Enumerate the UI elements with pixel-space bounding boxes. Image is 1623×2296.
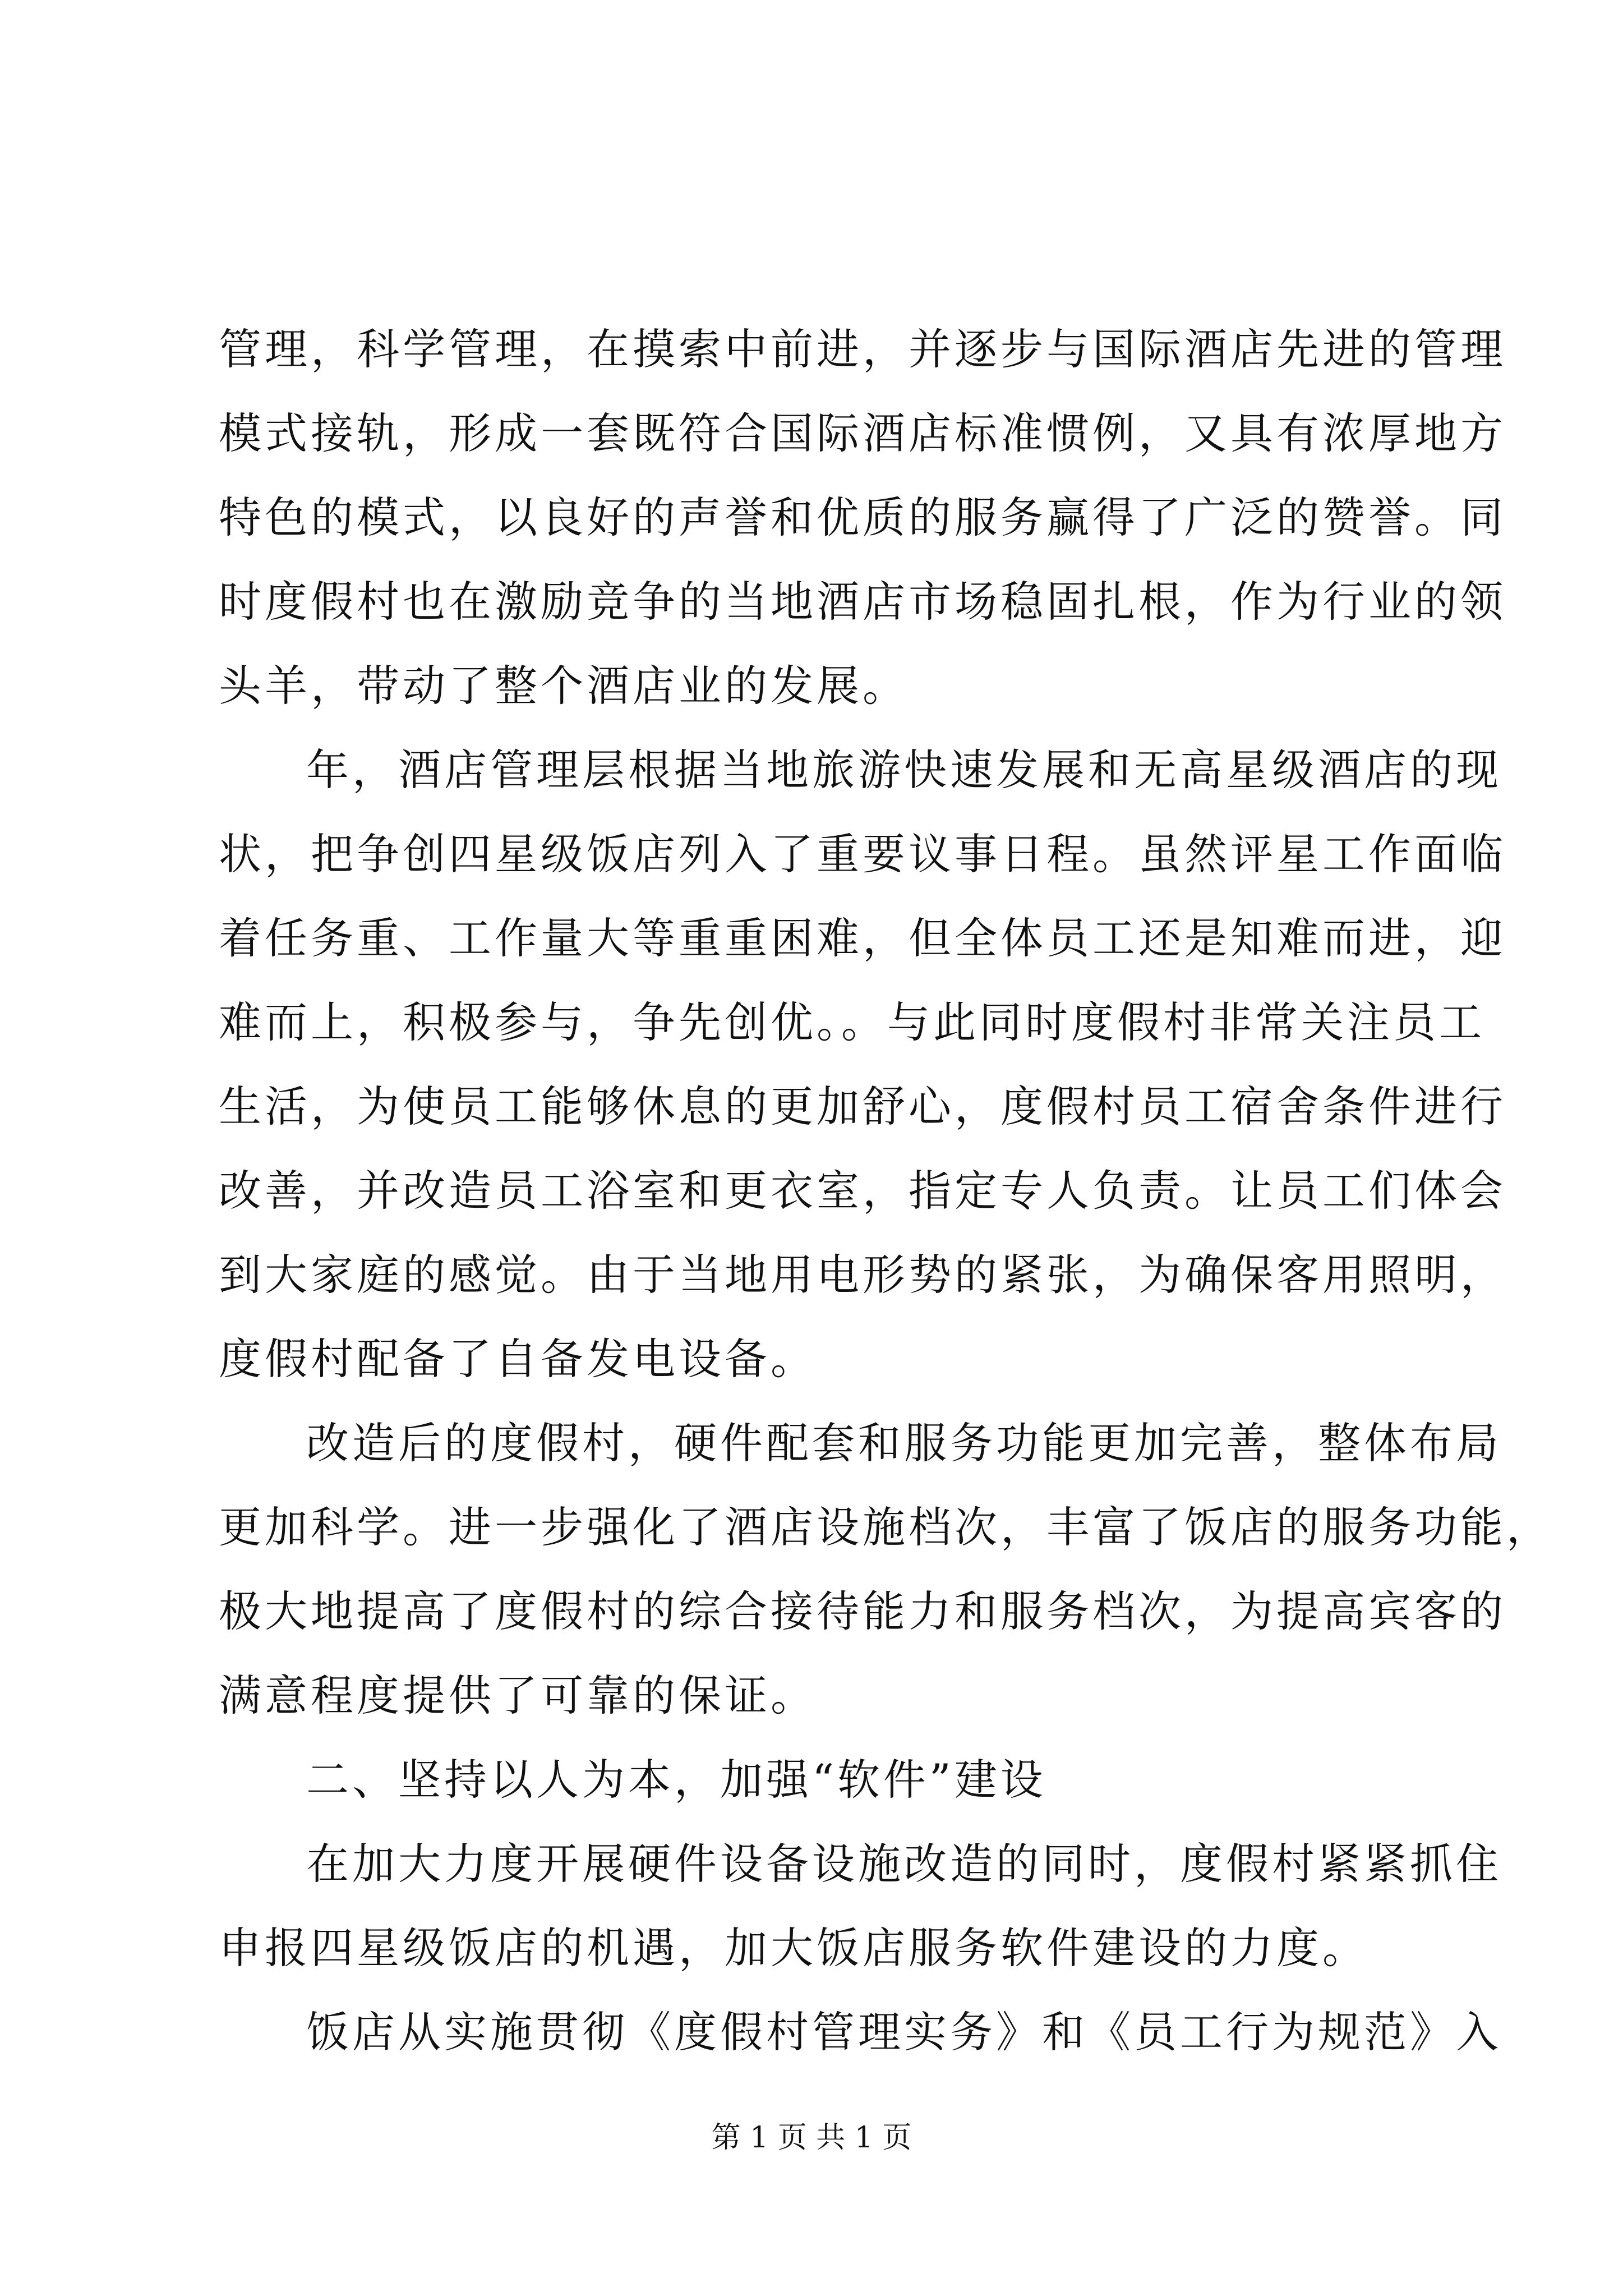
document-body: [219, 307, 1552, 2074]
text-line: 改造后的度假村，硬件配套和服务功能更加完善，整体布局: [306, 1418, 1502, 1468]
text-line: 状，把争创四星级饭店列入了重要议事日程。虽然评星工作面临: [219, 829, 1506, 879]
text-line: 着任务重、工作量大等重重困难，但全体员工还是知难而进，迎: [219, 913, 1506, 963]
text-line: 极大地提高了度假村的综合接待能力和服务档次，为提高宾客的: [219, 1586, 1506, 1636]
page-footer: 第 1 页 共 1 页: [711, 2121, 912, 2155]
text-line: 满意程度提供了可靠的保证。: [219, 1671, 817, 1720]
text-line: 年，酒店管理层根据当地旅游快速发展和无高星级酒店的现: [306, 745, 1502, 795]
text-line: 特色的模式，以良好的声誉和优质的服务赢得了广泛的赞誉。同: [219, 493, 1506, 542]
text-line: 改善，并改造员工浴室和更衣室，指定专人负责。让员工们体会: [219, 1166, 1506, 1216]
text-line: 饭店从实施贯彻《度假村管理实务》和《员工行为规范》入: [306, 2007, 1502, 2057]
text-line: 管理，科学管理，在摸索中前进，并逐步与国际酒店先进的管理: [219, 324, 1506, 374]
text-line: 申报四星级饭店的机遇，加大饭店服务软件建设的力度。: [219, 1923, 1368, 1973]
text-line: 在加大力度开展硬件设备设施改造的同时，度假村紧紧抓住: [306, 1839, 1502, 1889]
text-line: 生活，为使员工能够休息的更加舒心，度假村员工宿舍条件进行: [219, 1082, 1506, 1131]
text-line: 难而上，积极参与，争先创优。。与此同时度假村非常关注员工: [219, 997, 1485, 1047]
text-line: 头羊，带动了整个酒店业的发展。: [219, 661, 909, 711]
text-line: 到大家庭的感觉。由于当地用电形势的紧张，为确保客用照明，: [219, 1250, 1506, 1300]
text-line: 更加科学。进一步强化了酒店设施档次，丰富了饭店的服务功能，: [219, 1502, 1552, 1552]
section-heading: 二、坚持以人为本，加强“软件”建设: [306, 1755, 1046, 1805]
text-line: 时度假村也在激励竞争的当地酒店市场稳固扎根，作为行业的领: [219, 577, 1506, 627]
text-line: 模式接轨，形成一套既符合国际酒店标准惯例，又具有浓厚地方: [219, 408, 1506, 458]
text-line: 度假村配备了自备发电设备。: [219, 1334, 817, 1384]
